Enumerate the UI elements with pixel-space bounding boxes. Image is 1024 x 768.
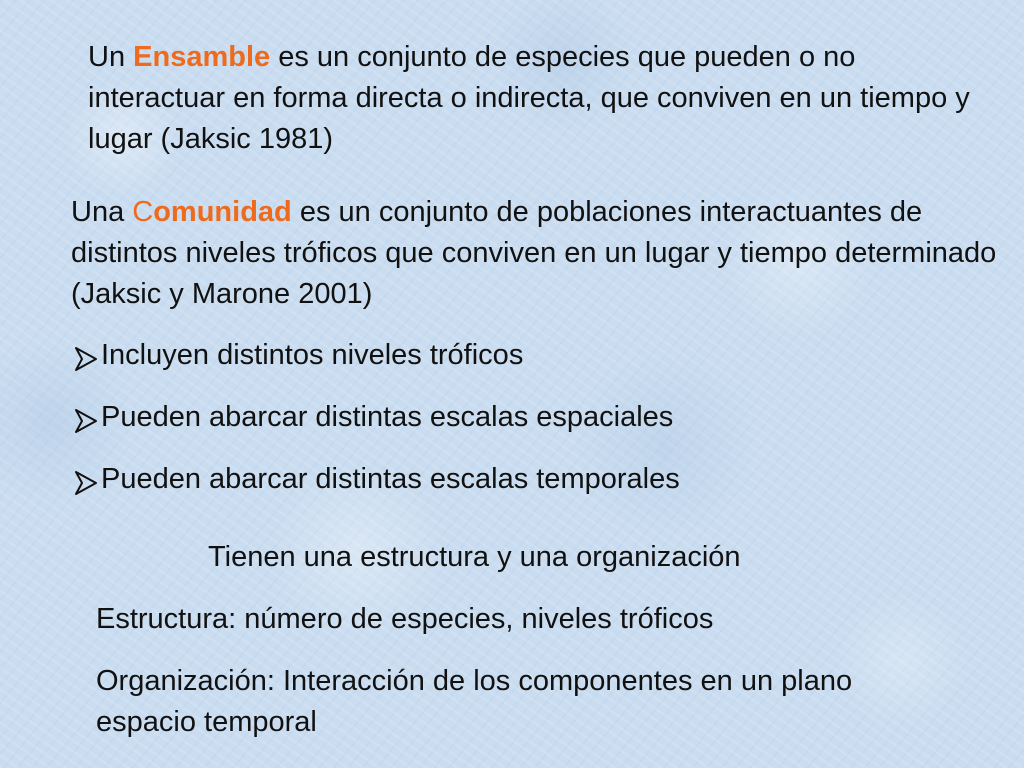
arrow-bullet-icon [74, 405, 99, 431]
comunidad-lead: Una [71, 196, 133, 228]
bullet-text: Pueden abarcar distintas escalas espaciales [101, 401, 674, 433]
ensamble-lead: Un [88, 41, 134, 73]
ensamble-body: es un conjunto de especies que pueden o no interactuar en forma directa o indirecta, que conviven en un tiempo y lugar (Jaksic 1981) [88, 41, 970, 155]
ensamble-term: Ensamble [133, 41, 271, 73]
bullet-item [74, 335, 523, 376]
comunidad-definition [71, 192, 1011, 315]
bullet-item [74, 459, 680, 500]
estructura-definition: Estructura: número de especies, niveles tróficos [96, 603, 714, 635]
arrow-bullet-icon [74, 343, 99, 369]
organizacion-definition: Organización: Interacción de los componentes en un plano espacio temporal [96, 665, 853, 738]
comunidad-term-rest: omunidad [153, 196, 292, 228]
arrow-bullet-icon [74, 467, 99, 493]
bullet-text: Incluyen distintos niveles tróficos [101, 339, 524, 371]
bullet-text: Pueden abarcar distintas escalas temporales [101, 463, 680, 495]
structure-heading: Tienen una estructura y una organización [208, 541, 741, 573]
comunidad-body: es un conjunto de poblaciones interactuantes de distintos niveles tróficos que conviven en un lugar y tiempo determinado (Jaksic y Marone 2001) [71, 196, 997, 310]
bullet-item [74, 397, 673, 438]
ensamble-definition [88, 37, 988, 160]
comunidad-term-initial: C [132, 196, 154, 228]
